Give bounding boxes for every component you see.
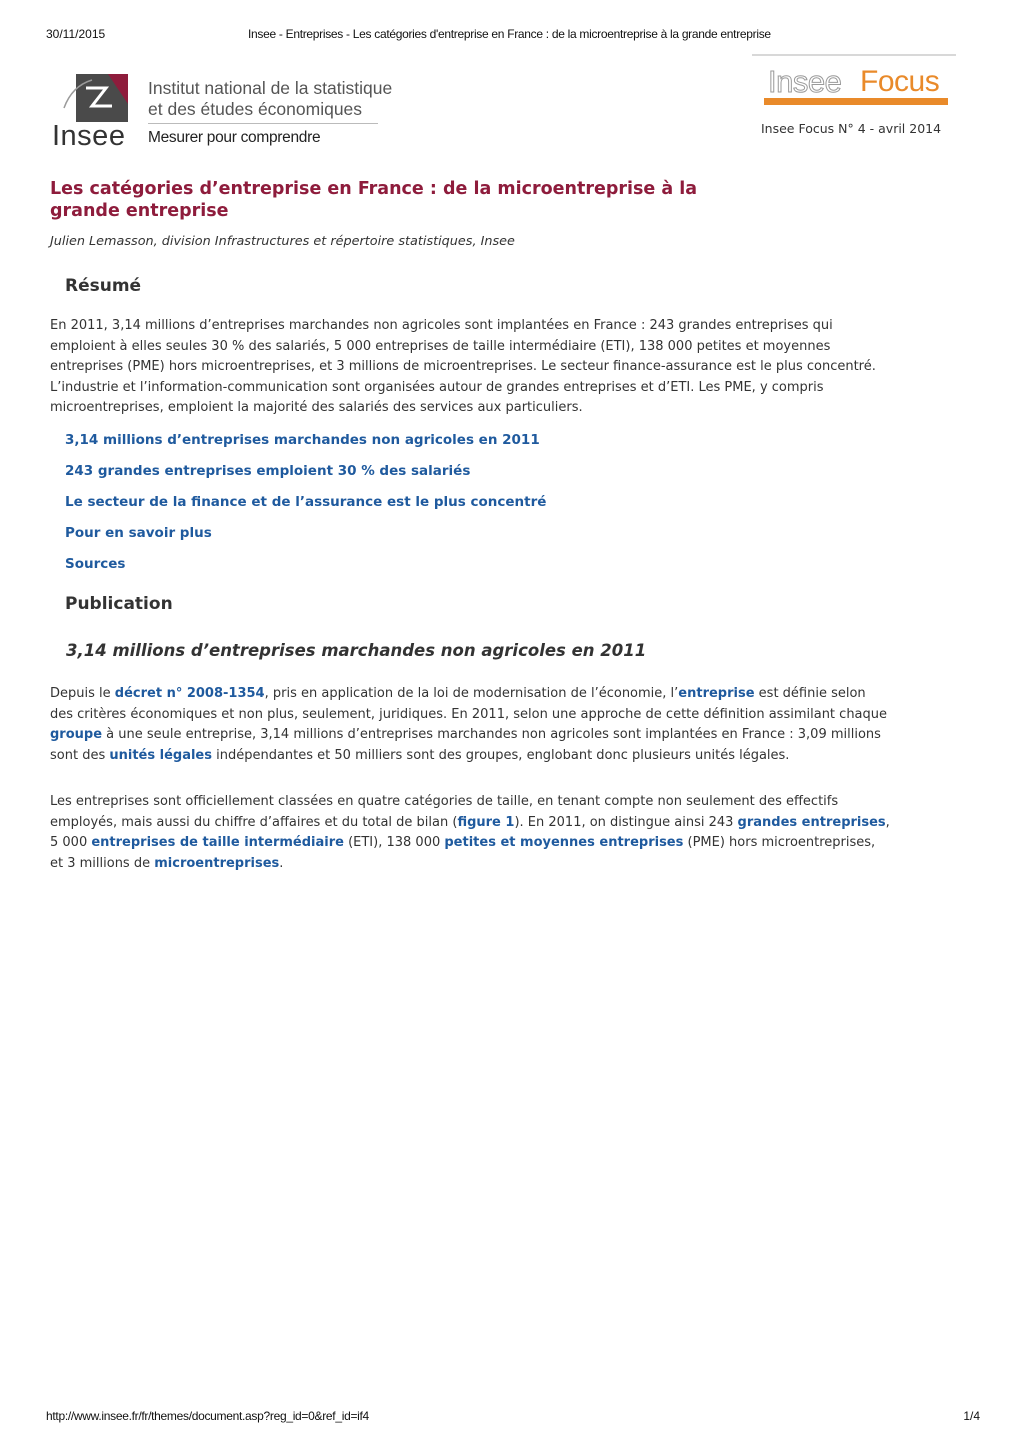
section-title: 3,14 millions d’entreprises marchandes non agricoles en 2011 xyxy=(66,641,647,660)
link-eti[interactable]: entreprises de taille intermédiaire xyxy=(91,835,344,850)
toc-link-finance-assurance[interactable]: Le secteur de la finance et de l’assurance est le plus concentré xyxy=(65,494,547,510)
link-decret[interactable]: décret n° 2008-1354 xyxy=(114,686,265,701)
article-author: Julien Lemasson, division Infrastructures et répertoire statistiques, Insee xyxy=(50,234,515,249)
p1-text-5: indépendantes et 50 milliers sont des groupes, englobant donc plusieurs unités légales. xyxy=(211,747,790,763)
link-groupe[interactable]: groupe xyxy=(50,727,103,742)
toc-item xyxy=(65,460,546,491)
p1-text-2: , pris en application de la loi de modernisation de l’économie, l’ xyxy=(264,686,679,701)
insee-emblem-icon xyxy=(62,74,128,122)
print-footer xyxy=(0,1409,1024,1425)
p2-text-5: (PME) hors microentreprises, et 3 millions de xyxy=(50,835,876,871)
resume-heading: Résumé xyxy=(65,276,142,296)
insee-motto: Mesurer pour comprendre xyxy=(148,129,321,146)
institution-line-2: et des études économiques xyxy=(148,99,363,119)
logo-divider xyxy=(148,123,378,124)
print-url: http://www.insee.fr/fr/themes/document.asp?reg_id=0&ref_id=if4 xyxy=(46,1409,369,1423)
insee-focus-logo[interactable] xyxy=(764,60,948,110)
focus-logo-insee: Insee xyxy=(768,64,842,99)
institution-name xyxy=(148,78,392,120)
page-number: 1/4 xyxy=(963,1409,980,1423)
p2-text-4: (ETI), 138 000 xyxy=(343,835,445,850)
publication-heading: Publication xyxy=(65,594,173,614)
toc-item xyxy=(65,429,546,460)
article-title: Les catégories d’entreprise en France : de la microentreprise à la grande entreprise xyxy=(50,179,698,221)
focus-issue-caption: Insee Focus N° 4 - avril 2014 xyxy=(761,121,942,136)
link-unites-legales[interactable]: unités légales xyxy=(109,747,212,763)
table-of-contents xyxy=(65,429,546,584)
p2-text-2: ). En 2011, on distingue ainsi 243 xyxy=(514,814,738,830)
insee-focus-block xyxy=(752,54,956,144)
institution-line-1: Institut national de la statistique xyxy=(148,78,393,98)
p1-text-4: à une seule entreprise, 3,14 millions d’entreprises marchandes non agricoles sont implantées en France : 3,09 millions sont des xyxy=(50,727,881,763)
toc-item xyxy=(65,553,546,584)
paragraph-2 xyxy=(50,792,890,874)
insee-logo[interactable] xyxy=(52,74,412,154)
print-header xyxy=(0,27,1024,43)
toc-item xyxy=(65,491,546,522)
toc-link-en-savoir-plus[interactable]: Pour en savoir plus xyxy=(65,525,212,541)
focus-divider xyxy=(752,54,956,56)
toc-item xyxy=(65,522,546,553)
insee-wordmark: Insee xyxy=(52,120,126,152)
focus-logo-focus: Focus xyxy=(860,65,940,98)
p2-text-1: Les entreprises sont officiellement classées en quatre catégories de taille, en tenant compte non seulement des effectifs employés, mais aussi du chiffre d’affaires et du total de bilan ( xyxy=(50,794,839,830)
link-figure-1[interactable]: figure 1 xyxy=(457,814,515,830)
paragraph-1 xyxy=(50,684,890,766)
link-microentreprises[interactable]: microentreprises xyxy=(154,855,280,871)
p2-text-3: , 5 000 xyxy=(50,814,890,850)
link-entreprise[interactable]: entreprise xyxy=(678,686,755,701)
link-pme[interactable]: petites et moyennes entreprises xyxy=(444,835,684,850)
toc-link-entreprises-2011[interactable]: 3,14 millions d’entreprises marchandes non agricoles en 2011 xyxy=(65,432,540,448)
p1-text-1: Depuis le xyxy=(50,686,115,701)
p1-text-3: est définie selon des critères économiques et non plus, seulement, juridiques. En 2011, selon une approche de cette définition assimilant chaque xyxy=(50,686,888,722)
toc-link-grandes-entreprises[interactable]: 243 grandes entreprises emploient 30 % des salariés xyxy=(65,463,471,479)
print-date: 30/11/2015 xyxy=(46,27,106,41)
print-page-title: Insee - Entreprises - Les catégories d'entreprise en France : de la microentreprise à la grande entreprise xyxy=(248,27,771,41)
p2-text-6: . xyxy=(279,855,284,871)
toc-link-sources[interactable]: Sources xyxy=(65,556,126,572)
resume-text: En 2011, 3,14 millions d’entreprises marchandes non agricoles sont implantées en France : 243 grandes entreprises qui emploient à elles seules 30 % des salariés, 5 000 entreprises de taille intermédiaire (ETI), 138 000 petites et moyennes entreprises (PME) hors microentreprises, et 3 millions de microentreprises. Le secteur finance-assurance est le plus concentré. L’industrie et l’information-communication sont organisées autour de grandes entreprises et d’ETI. Les PME, y compris microentreprises, emploient la majorité des salariés des services aux particuliers. xyxy=(50,318,876,415)
link-grandes-entreprises[interactable]: grandes entreprises xyxy=(737,814,886,830)
